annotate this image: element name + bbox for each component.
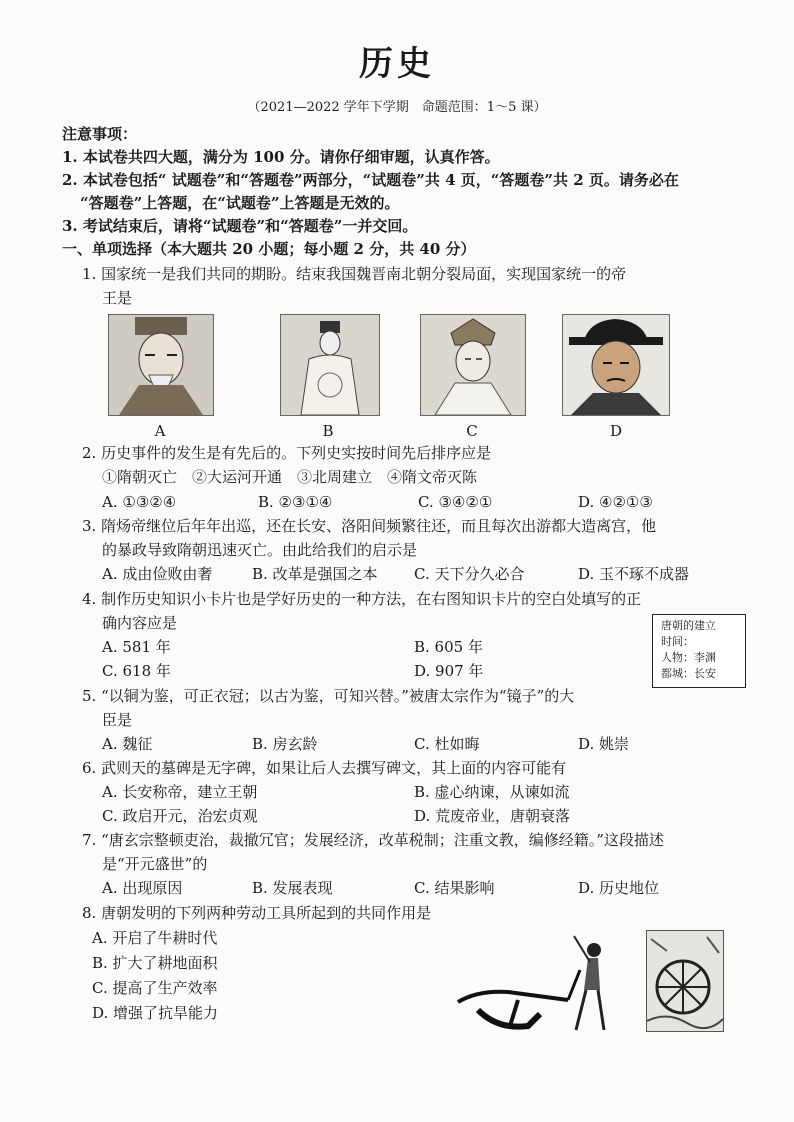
q6-option-c[interactable]: C. 政启开元，治宏贞观 (102, 807, 258, 825)
portrait-c-image (420, 314, 526, 416)
q7-option-c[interactable]: C. 结果影响 (414, 879, 495, 897)
q5-option-a[interactable]: A. 魏征 (102, 735, 153, 753)
q8-line1: 8. 唐朝发明的下列两种劳动工具所起到的共同作用是 (82, 904, 432, 922)
card-person: 人物：李渊 (661, 651, 716, 664)
q4-option-b[interactable]: B. 605 年 (414, 638, 483, 656)
q7-option-b[interactable]: B. 发展表现 (252, 879, 333, 897)
q3-option-d[interactable]: D. 玉不琢不成器 (578, 565, 690, 583)
q3-option-b[interactable]: B. 改革是强国之本 (252, 565, 378, 583)
portrait-label-d: D (609, 422, 623, 440)
q1-line1: 1. 国家统一是我们共同的期盼。结束我国魏晋南北朝分裂局面，实现国家统一的帝 (82, 265, 627, 283)
q6-line1: 6. 武则天的墓碑是无字碑，如果让后人去撰写碑文，其上面的内容可能有 (82, 759, 567, 777)
q8-option-b[interactable]: B. 扩大了耕地面积 (92, 954, 218, 972)
q5-line2: 臣是 (102, 711, 133, 729)
q5-option-c[interactable]: C. 杜如晦 (414, 735, 480, 753)
q3-option-c[interactable]: C. 天下分久必合 (414, 565, 525, 583)
card-time: 时间： (661, 635, 694, 648)
q8-option-d[interactable]: D. 增强了抗旱能力 (92, 1004, 219, 1022)
q3-line2: 的暴政导致隋朝迅速灭亡。由此给我们的启示是 (102, 541, 418, 559)
q8-option-a[interactable]: A. 开启了牛耕时代 (92, 929, 218, 947)
portrait-d-image (562, 314, 670, 416)
notice-item-2b: “答题卷”上答题，在“试题卷”上答题是无效的。 (80, 194, 400, 212)
q2-option-b[interactable]: B. ②③①④ (258, 493, 333, 511)
q5-line1: 5. “以铜为鉴，可正衣冠；以古为鉴，可知兴替。”被唐太宗作为“镜子”的大 (82, 687, 575, 705)
page-subtitle: （2021—2022 学年下学期 命题范围：1～5 课） (247, 100, 547, 115)
q6-option-b[interactable]: B. 虚心纳谏，从谏如流 (414, 783, 570, 801)
q1-line2: 王是 (102, 289, 133, 307)
q5-option-b[interactable]: B. 房玄龄 (252, 735, 318, 753)
q8-option-c[interactable]: C. 提高了生产效率 (92, 979, 218, 997)
q3-option-a[interactable]: A. 成由俭败由奢 (102, 565, 213, 583)
q2-line2: ①隋朝灭亡 ②大运河开通 ③北周建立 ④隋文帝灭陈 (102, 468, 478, 486)
q2-line1: 2. 历史事件的发生是有先后的。下列史实按时间先后排序应是 (82, 444, 492, 462)
q7-line2: 是“开元盛世”的 (102, 855, 208, 873)
q4-line1: 4. 制作历史知识小卡片也是学好历史的一种方法，在右图知识卡片的空白处填写的正 (82, 590, 642, 608)
q7-line1: 7. “唐玄宗整顿吏治，裁撤冗官；发展经济，改革税制；注重文教，编修经籍。”这段描述 (82, 831, 664, 849)
curved-plough-image (448, 930, 628, 1036)
q4-line2: 确内容应是 (102, 614, 178, 632)
portrait-label-b: B (322, 422, 334, 440)
q4-option-a[interactable]: A. 581 年 (102, 638, 171, 656)
portrait-label-c: C (466, 422, 478, 440)
q7-option-a[interactable]: A. 出现原因 (102, 879, 183, 897)
waterwheel-image (646, 930, 724, 1032)
portrait-a-image (108, 314, 214, 416)
page-title: 历史 (359, 44, 435, 84)
card-title: 唐朝的建立 (661, 619, 716, 632)
q4-option-d[interactable]: D. 907 年 (414, 662, 484, 680)
portrait-label-a: A (154, 422, 166, 440)
portrait-b-image (280, 314, 380, 416)
q2-option-d[interactable]: D. ④②①③ (578, 493, 653, 511)
q6-option-d[interactable]: D. 荒废帝业，唐朝衰落 (414, 807, 571, 825)
notice-item-1: 1. 本试卷共四大题，满分为 100 分。请你仔细审题，认真作答。 (62, 148, 500, 166)
notice-item-3: 3. 考试结束后，请将“试题卷”和“答题卷”一并交回。 (62, 217, 418, 235)
q3-line1: 3. 隋炀帝继位后年年出巡，还在长安、洛阳间频繁往还，而且每次出游都大造离宫，他 (82, 517, 657, 535)
q2-option-a[interactable]: A. ①③②④ (102, 493, 177, 511)
card-capital: 都城：长安 (661, 667, 716, 680)
q7-option-d[interactable]: D. 历史地位 (578, 879, 660, 897)
q6-option-a[interactable]: A. 长安称帝，建立王朝 (102, 783, 258, 801)
q5-option-d[interactable]: D. 姚崇 (578, 735, 630, 753)
knowledge-card (652, 614, 746, 688)
section-heading: 一、单项选择（本大题共 20 小题；每小题 2 分，共 40 分） (62, 240, 476, 258)
q4-option-c[interactable]: C. 618 年 (102, 662, 171, 680)
q2-option-c[interactable]: C. ③④②① (418, 493, 493, 511)
notice-item-2a: 2. 本试卷包括“ 试题卷”和“答题卷”两部分，“试题卷”共 4 页，“答题卷”共 2 页。请务必在 (62, 171, 679, 189)
notice-heading: 注意事项： (62, 125, 138, 143)
